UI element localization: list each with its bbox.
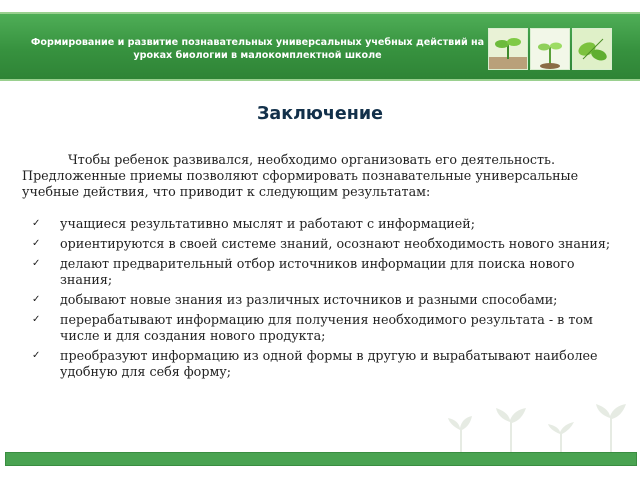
list-item-text: добывают новые знания из различных источников и разными способами; <box>60 292 558 307</box>
results-list <box>22 216 612 380</box>
checkmark-icon: ✓ <box>32 258 41 269</box>
list-item-text: преобразуют информацию из одной формы в другую и вырабатывают наиболее удобную для себя форму; <box>60 348 598 379</box>
list-item <box>22 292 612 308</box>
leaves-photo-icon <box>572 28 612 70</box>
list-item <box>22 256 612 288</box>
list-item <box>22 348 612 380</box>
list-item-text: перерабатывают информацию для получения необходимого результата - в том числе и для создания нового продукта; <box>60 312 593 343</box>
header-title: Формирование и развитие познавательных универсальных учебных действий на уроках биологии в малокомплектной школе <box>30 37 485 61</box>
header-banner <box>0 12 640 81</box>
list-item <box>22 236 612 252</box>
checkmark-icon: ✓ <box>32 350 41 361</box>
list-item <box>22 312 612 344</box>
checkmark-icon: ✓ <box>32 314 41 325</box>
list-item-text: ориентируются в своей системе знаний, осознают необходимость нового знания; <box>60 236 611 251</box>
list-item-text: учащиеся результативно мыслят и работают с информацией; <box>60 216 475 231</box>
checkmark-icon: ✓ <box>32 218 41 229</box>
intro-line-1: Чтобы ребенок развивался, необходимо организовать его деятельность. <box>68 152 555 167</box>
footer-bar <box>5 452 637 466</box>
intro-line-2: Предложенные приемы позволяют сформировать познавательные универсальные учебные действия, что приводит к следующим результатам: <box>22 168 579 199</box>
checkmark-icon: ✓ <box>32 238 41 249</box>
slide-body <box>22 152 612 384</box>
slide-heading: Заключение <box>256 104 384 124</box>
checkmark-icon: ✓ <box>32 294 41 305</box>
list-item-text: делают предварительный отбор источников информации для поиска нового знания; <box>60 256 575 287</box>
plant-photo-icon <box>488 28 528 70</box>
sprout-photo-icon <box>530 28 570 70</box>
header-thumbnails <box>488 28 612 72</box>
list-item <box>22 216 612 232</box>
